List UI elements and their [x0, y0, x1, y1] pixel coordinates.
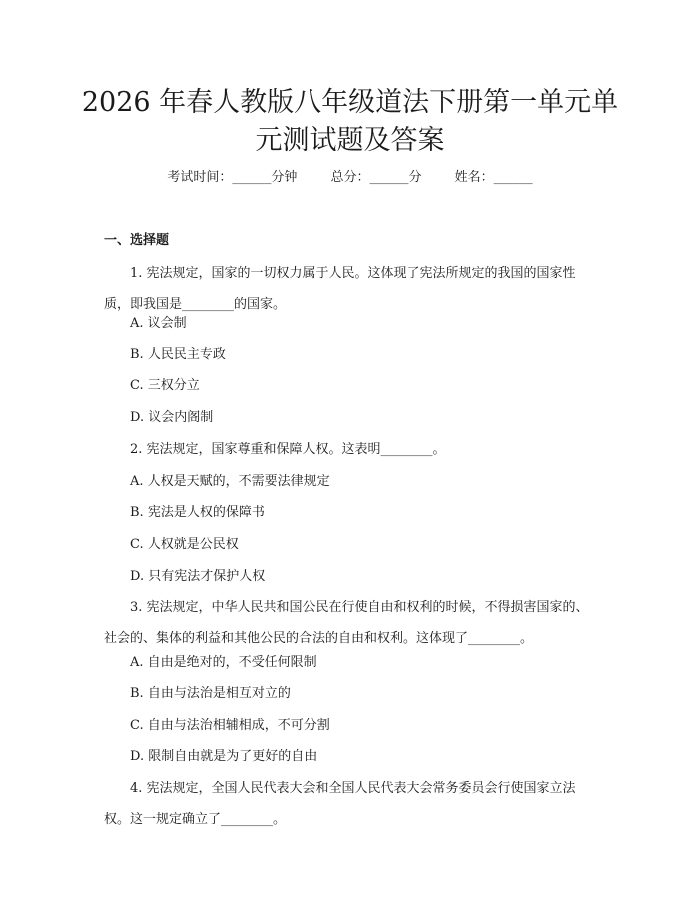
q2-option-b: B. 宪法是人权的保障书: [130, 505, 265, 520]
q3-option-d: D. 限制自由就是为了更好的自由: [130, 749, 318, 764]
q2-option-d: D. 只有宪法才保护人权: [130, 569, 266, 584]
question-2-stem: 2. 宪法规定，国家尊重和保障人权。这表明________。: [130, 442, 446, 457]
q3-option-b: B. 自由与法治是相互对立的: [130, 686, 291, 701]
q3-option-a: A. 自由是绝对的，不受任何限制: [130, 655, 317, 670]
q1-option-c: C. 三权分立: [130, 378, 200, 393]
question-1-stem: 1. 宪法规定，国家的一切权力属于人民。这体现了宪法所规定的我国的国家性质，即我国是________的国家。: [104, 266, 576, 312]
document-title: [0, 84, 700, 160]
section-title: 一、选择题: [104, 233, 170, 248]
q2-option-a: A. 人权是天赋的，不需要法律规定: [130, 474, 330, 489]
q3-option-c: C. 自由与法治相辅相成，不可分割: [130, 718, 330, 733]
q1-option-b: B. 人民民主专政: [130, 347, 226, 362]
q1-option-a: A. 议会制: [130, 316, 187, 331]
exam-name: 姓名：______: [454, 170, 533, 185]
title-line-1: 2026 年春人教版八年级道法下册第一单元单: [81, 87, 619, 118]
exam-score: 总分：______分: [330, 170, 422, 185]
question-4-stem: 4. 宪法规定，全国人民代表大会和全国人民代表大会常务委员会行使国家立法权。这一规定确立了________。: [104, 781, 576, 827]
q2-option-c: C. 人权就是公民权: [130, 537, 239, 552]
exam-info: [0, 168, 700, 188]
question-3-stem: 3. 宪法规定，中华人民共和国公民在行使自由和权利的时候，不得损害国家的、社会的、集体的利益和其他公民的合法的自由和权利。这体现了________。: [104, 600, 589, 646]
title-line-2: 元测试题及答案: [255, 125, 445, 156]
q1-option-d: D. 议会内阁制: [130, 410, 214, 425]
exam-time: 考试时间：______分钟: [167, 170, 298, 185]
